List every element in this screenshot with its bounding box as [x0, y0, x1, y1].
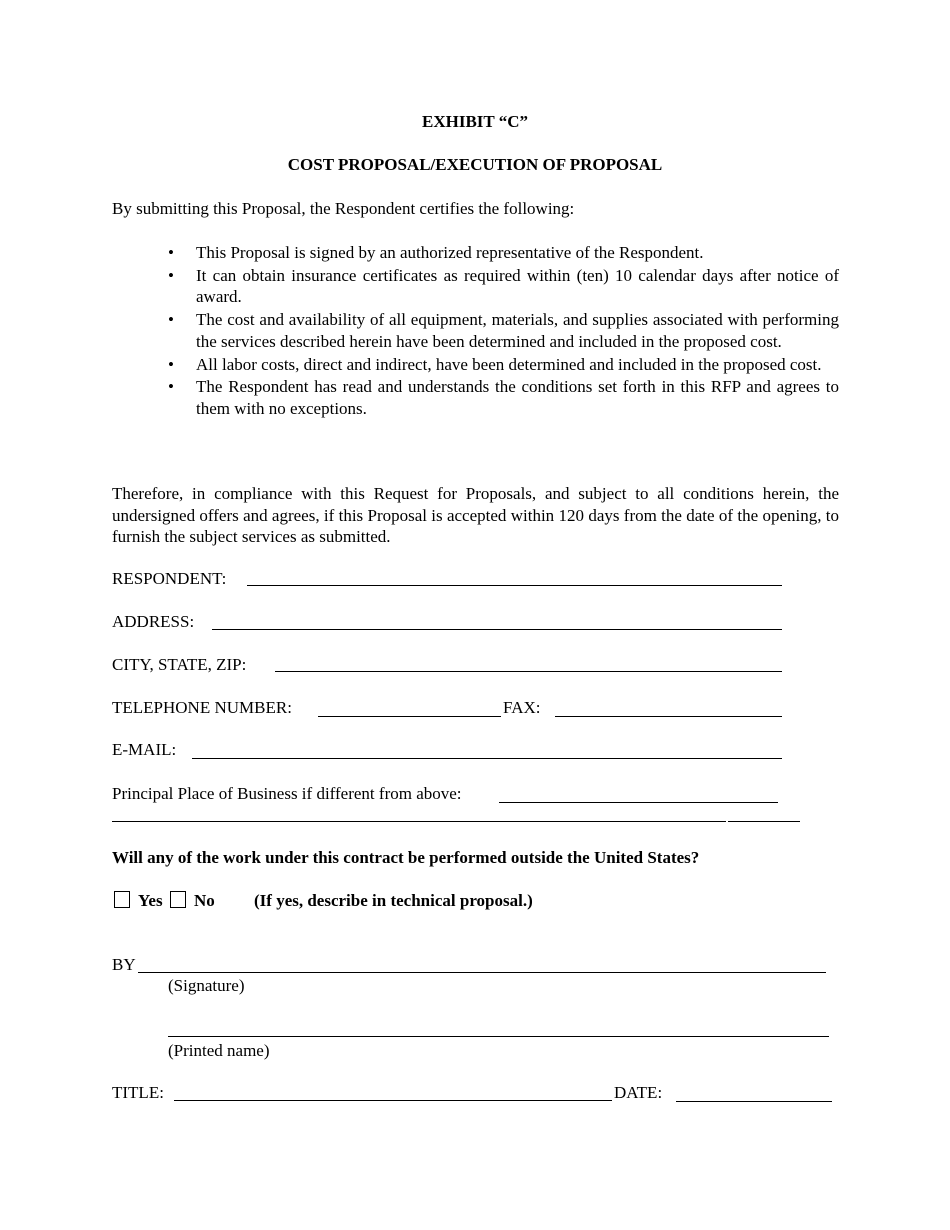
respondent-field[interactable] [247, 585, 782, 586]
signature-caption: (Signature) [168, 976, 245, 995]
signature-field[interactable] [138, 972, 826, 973]
telephone-field[interactable] [318, 716, 501, 717]
by-label: BY [112, 955, 136, 974]
title-label: TITLE: [112, 1083, 164, 1102]
telephone-label: TELEPHONE NUMBER: [112, 698, 292, 717]
city-state-zip-field[interactable] [275, 671, 782, 672]
therefore-paragraph: Therefore, in compliance with this Request for Proposals, and subject to all conditions herein, the undersigned offers and agrees, if this Proposal is accepted within 120 days from the date of the opening, to furnish the subject services as submitted. [112, 484, 839, 546]
title-field[interactable] [174, 1100, 612, 1101]
outside-us-question: Will any of the work under this contract be performed outside the United States? [112, 848, 700, 867]
list-item: • The cost and availability of all equipment, materials, and supplies associated with performing the services described herein have been determined and included in the proposed cost. [168, 310, 839, 351]
fax-field[interactable] [555, 716, 782, 717]
date-field[interactable] [676, 1101, 832, 1102]
date-label: DATE: [614, 1083, 663, 1102]
city-state-zip-label: CITY, STATE, ZIP: [112, 655, 247, 674]
respondent-label: RESPONDENT: [112, 569, 227, 588]
address-field[interactable] [212, 629, 782, 630]
list-item: • All labor costs, direct and indirect, have been determined and included in the proposed cost. [168, 354, 822, 374]
intro-text: By submitting this Proposal, the Respondent certifies the following: [112, 199, 575, 218]
exhibit-title: EXHIBIT “C” [422, 112, 528, 131]
email-label: E-MAIL: [112, 740, 177, 759]
list-item: • It can obtain insurance certificates as required within (ten) 10 calendar days after notice of award. [168, 265, 839, 307]
printed-name-caption: (Printed name) [168, 1041, 270, 1060]
yes-label: Yes [138, 891, 163, 910]
bullet-icon: • [168, 377, 174, 397]
bullet-icon: • [168, 310, 174, 330]
no-label: No [194, 891, 215, 910]
list-item: • This Proposal is signed by an authorized representative of the Respondent. [168, 243, 704, 262]
printed-name-field[interactable] [168, 1036, 829, 1037]
principal-place-label: Principal Place of Business if different from above: [112, 784, 462, 803]
fax-label: FAX: [503, 698, 541, 717]
bullet-icon: • [168, 265, 174, 285]
yes-checkbox[interactable] [114, 891, 130, 908]
list-item: • The Respondent has read and understands the conditions set forth in this RFP and agrees to them with no exceptions. [168, 377, 839, 418]
bullet-icon: • [168, 243, 174, 262]
outside-us-note: (If yes, describe in technical proposal.) [254, 891, 533, 910]
address-label: ADDRESS: [112, 612, 195, 631]
form-title: COST PROPOSAL/EXECUTION OF PROPOSAL [287, 155, 663, 174]
principal-place-field-line2-end[interactable] [728, 821, 800, 822]
certification-list [168, 242, 839, 421]
no-checkbox[interactable] [170, 891, 186, 908]
bullet-icon: • [168, 354, 174, 374]
principal-place-field[interactable] [499, 802, 778, 803]
principal-place-field-line2[interactable] [112, 821, 726, 822]
email-field[interactable] [192, 758, 782, 759]
